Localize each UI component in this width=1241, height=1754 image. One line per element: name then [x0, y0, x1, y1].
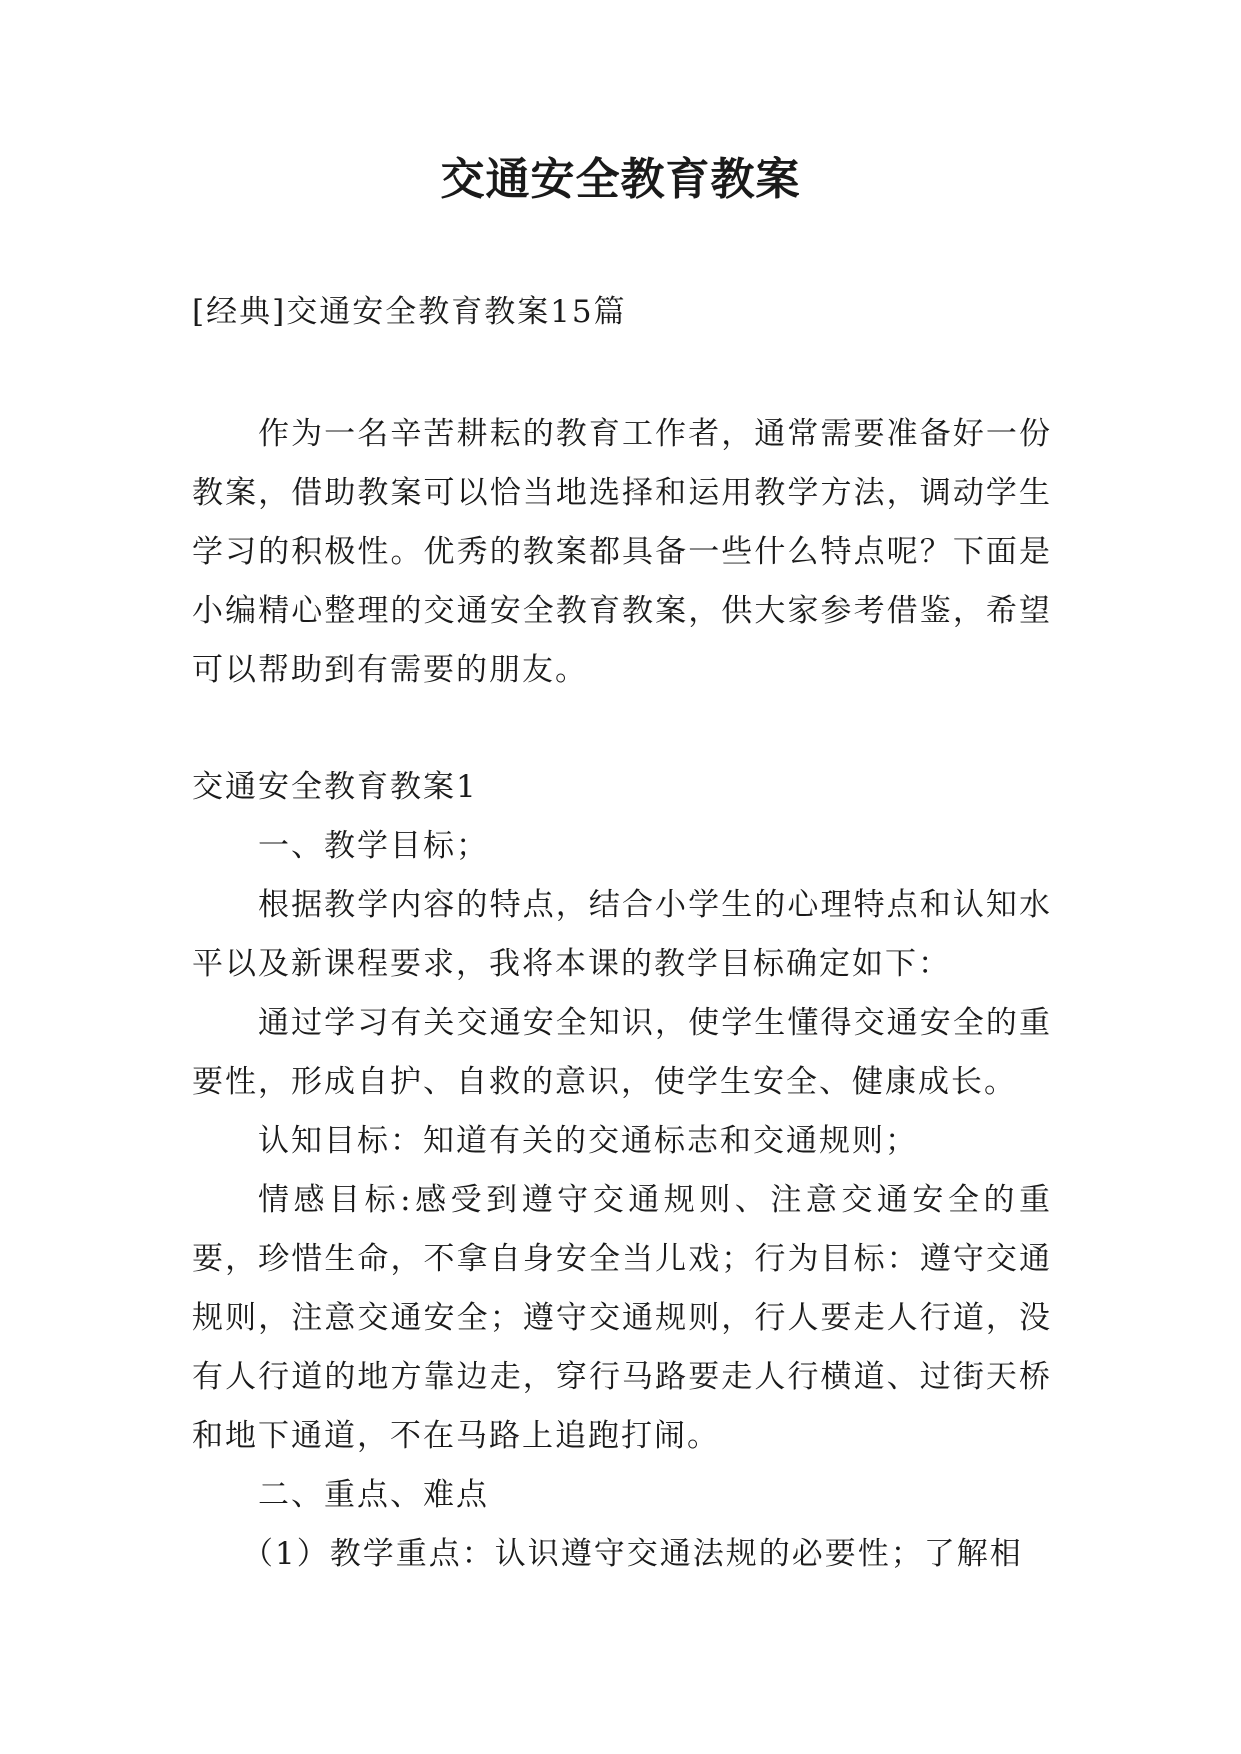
- document-title: 交通安全教育教案: [440, 154, 801, 205]
- paragraph-4: 认知目标：知道有关的交通标志和交通规则；: [258, 1123, 918, 1159]
- paragraph-5: 情感目标:感受到遵守交通规则、注意交通安全的重要，珍惜生命，不拿自身安全当儿戏；行为目标：遵守交通规则，注意交通安全；遵守交通规则，行人要走人行道，没有人行道的地方靠边走，穿行马路要走人行横道、过街天桥和地下通道，不在马路上追跑打闹。: [192, 1182, 1052, 1454]
- paragraph-7: （1）教学重点：认识遵守交通法规的必要性；了解相: [242, 1536, 1023, 1572]
- paragraph-2: 根据教学内容的特点，结合小学生的心理特点和认知水平以及新课程要求，我将本课的教学目标确定如下：: [192, 887, 1052, 982]
- intro-paragraph: 作为一名辛苦耕耘的教育工作者，通常需要准备好一份教案，借助教案可以恰当地选择和运用教学方法，调动学生学习的积极性。优秀的教案都具备一些什么特点呢？下面是小编精心整理的交通安全教育教案，供大家参考借鉴，希望可以帮助到有需要的朋友。: [192, 416, 1052, 688]
- section-block: [192, 758, 1052, 1584]
- document-subtitle: [经典]交通安全教育教案15篇: [192, 294, 627, 330]
- section-title: 交通安全教育教案1: [192, 769, 478, 805]
- paragraph-3: 通过学习有关交通安全知识，使学生懂得交通安全的重要性，形成自护、自救的意识，使学生安全、健康成长。: [192, 1005, 1052, 1100]
- paragraph-1: 一、教学目标；: [258, 828, 489, 864]
- paragraph-6: 二、重点、难点: [258, 1477, 489, 1513]
- intro-block: [192, 405, 1052, 700]
